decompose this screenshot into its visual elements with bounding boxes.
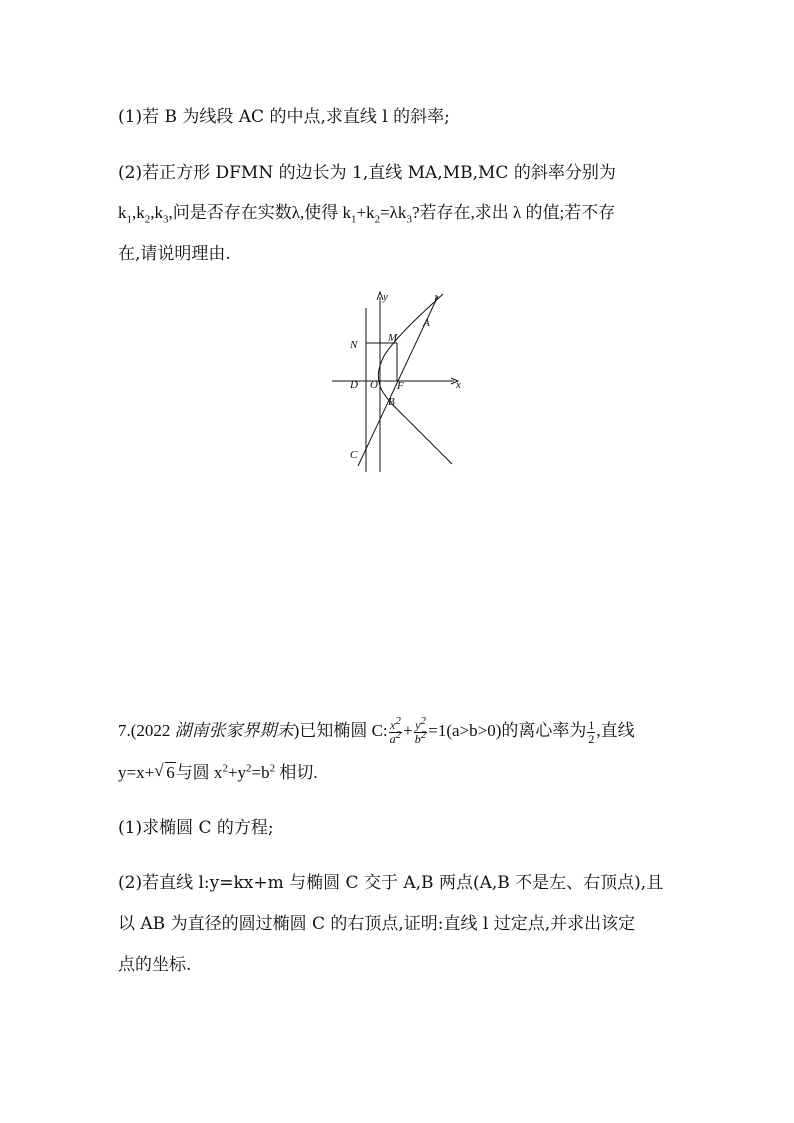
parabola-curve: [378, 294, 452, 464]
label-O: O: [370, 379, 378, 391]
fraction-x2-a2: [389, 714, 403, 746]
k-symbol: k: [136, 203, 145, 222]
comma: ,: [132, 203, 137, 222]
fraction-one-half: [587, 719, 595, 746]
q7-text: 与圆 x: [175, 763, 223, 782]
q6-part1: [118, 106, 450, 128]
q7-part2-line1: [118, 872, 663, 894]
plus-sign: +: [403, 721, 413, 740]
k-symbol: k: [154, 203, 163, 222]
fraction-y2-b2: [414, 714, 428, 746]
subscript: 2: [144, 213, 151, 226]
q7-text: ,直线: [596, 721, 635, 740]
math-var: b: [414, 731, 421, 746]
label-F: F: [397, 380, 404, 392]
k-symbol: k: [118, 203, 127, 222]
label-C: C: [350, 449, 358, 461]
q6-part2-line3: [118, 243, 231, 265]
label-l: l: [434, 293, 438, 305]
q6-part2-line1-text: (2)若正方形 DFMN 的边长为 1,直线 MA,MB,MC 的斜率分别为: [118, 163, 616, 183]
fraction-numerator: 1: [588, 717, 595, 732]
q6-part2-line3-text: 在,请说明理由.: [118, 244, 231, 264]
q6-part2-text: ,问是否存在实数λ,使得 k: [168, 203, 351, 222]
q7-text: )已知椭圆 C:: [293, 721, 388, 740]
exponent: 2: [222, 762, 228, 775]
q7-part1-text: (1)求椭圆 C 的方程;: [118, 818, 274, 838]
q7-line2: [118, 762, 318, 784]
label-x: x: [456, 379, 461, 391]
math-var: a: [389, 731, 396, 746]
question-source: 湖南张家界期末: [174, 721, 294, 741]
exponent: 2: [420, 728, 427, 741]
q7-text: =b: [251, 763, 270, 782]
q6-part1-text: (1)若 B 为线段 AC 的中点,求直线 l 的斜率;: [118, 107, 450, 127]
q6-part2-text: =λk: [380, 203, 407, 222]
comma: ,: [150, 203, 155, 222]
subscript: 3: [406, 213, 412, 226]
exponent: 2: [395, 728, 402, 741]
math-var: y: [415, 717, 421, 732]
question-number: 7.(2022: [118, 721, 175, 740]
q7-text: +y: [227, 763, 247, 782]
exponent: 2: [246, 762, 252, 775]
fraction-denominator: 2: [588, 731, 595, 746]
label-B: B: [388, 396, 395, 408]
q7-part1: [118, 817, 274, 839]
q7-text: 相切.: [275, 763, 318, 782]
q7-part2-line3: [118, 954, 191, 976]
subscript: 3: [163, 213, 169, 226]
exponent: 2: [269, 762, 276, 775]
q7-text: =1(a>b>0)的离心率为: [428, 721, 587, 740]
label-M: M: [388, 332, 398, 344]
exponent: 2: [395, 714, 401, 727]
q7-part2-text: (2)若直线 l:y=kx+m 与椭圆 C 交于 A,B 两点(A,B 不是左、右顶点),且: [118, 873, 664, 893]
label-A: A: [423, 317, 430, 329]
math-var: x: [389, 717, 396, 732]
q7-text: y=x+: [118, 763, 155, 782]
label-N: N: [350, 339, 358, 351]
label-y: y: [383, 291, 388, 303]
subscript: 2: [374, 213, 381, 226]
q7-line1: [118, 716, 635, 746]
exponent: 2: [420, 714, 426, 727]
subscript: 1: [126, 213, 132, 226]
parabola-figure: [330, 288, 470, 473]
q6-part2-text: ?若存在,求出 λ 的值;若不存: [411, 203, 616, 222]
q6-part2-line1: [118, 162, 616, 184]
q7-part2-text: 以 AB 为直径的圆过椭圆 C 的右顶点,证明:直线 l 过定点,并求出该定: [118, 914, 636, 934]
q7-part2-line2: [118, 913, 635, 935]
q6-part2-text: +k: [356, 203, 375, 222]
radicand: 6: [166, 763, 175, 782]
q6-part2-line2: [118, 202, 615, 224]
label-D: D: [350, 379, 358, 391]
sqrt-six: [154, 762, 176, 784]
q7-part2-text: 点的坐标.: [118, 955, 192, 975]
subscript: 1: [351, 213, 357, 226]
